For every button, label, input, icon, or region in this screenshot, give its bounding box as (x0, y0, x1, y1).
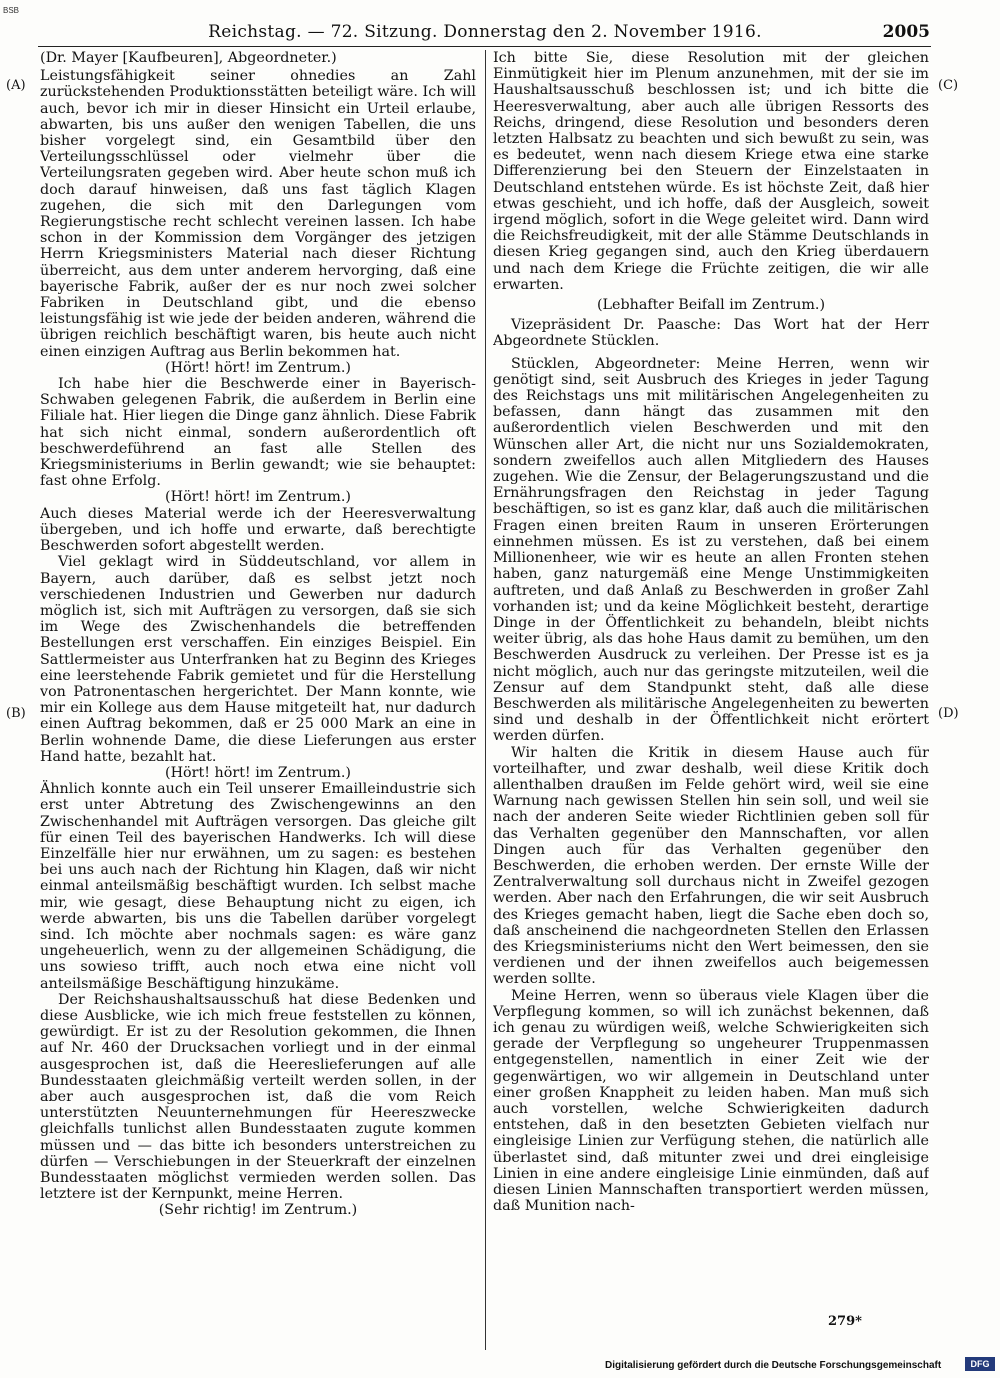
paragraph: Ich habe hier die Beschwerde einer in Bayerisch-Schwaben gelegenen Fabrik, die außerdem in Berlin eine Filiale hat. Hier liegen die Dinge ganz ähnlich. Diese Fabrik hat sich nicht einmal, sondern außerordentlich oft beschwerdeführend an fast alle Stellen des Kriegsministeriums in Berlin gewandt; wie sie behauptet: fast ohne Erfolg. (40, 376, 476, 490)
dfg-logo: DFG (965, 1357, 995, 1371)
paragraph: Viel geklagt wird in Süddeutschland, vor allem in Bayern, auch darüber, daß es selbst jetzt noch verschiedenen Industrien und Gewerben nur dadurch möglich ist, sich mit Aufträgen zu versorgen, daß sie sich im Wege des Zwischenhandels die betreffenden Bestellungen erst verschaffen. Ein einziges Beispiel. Ein Sattlermeister aus Unterfranken hat zu Beginn des Krieges eine leerstehende Fabrik gemietet und für die Herstellung von Patronentaschen hergerichtet. Der Mann konnte, wie mir ein Kollege aus dem Hause mitgeteilt hat, nur dadurch einen Auftrag bekommen, daß er 25 000 Mark an eine in Berlin wohnende Dame, die diese Lieferungen aus erster Hand hatte, bezahlt hat. (40, 554, 476, 765)
margin-marker-d: (D) (938, 706, 959, 721)
paragraph: Leistungsfähigkeit seiner ohnedies an Zahl zurückstehenden Produktionsstätten beteiligt wäre. Ich will auch, bevor ich mir in dieser Hinsicht ein Urteil erlaube, abwarten, bis uns außer den wenigen Tabellen, die uns bisher vorgelegt sind, ein Gesamtbild über den Verteilungsschlüssel oder vielmehr über die Verteilungsraten gegeben wird. Aber heute schon muß ich doch darauf hinweisen, daß uns fast täglich Klagen zugehen, die sich mit den Darlegungen vom Regierungstische recht schlecht vereinen lassen. Ich habe schon in der Kommission dem Vorgänger des jetzigen Herrn Kriegsministers Material nach dieser Richtung überreicht, aus dem unter anderem hervorging, daß eine bayerische Fabrik, außer der es nur noch zwei solcher Fabriken in Deutschland gibt, und die ebenso leistungsfähig ist wie jede der beiden anderen, während die übrigen reichlich beschäftigt waren, bis heute auch nicht einen einzigen Auftrag aus Berlin bekommen hat. (40, 68, 476, 360)
left-column (40, 50, 476, 1350)
right-column (493, 50, 929, 1350)
interjection: (Hört! hört! im Zentrum.) (165, 489, 351, 506)
footer-credit: Digitalisierung gefördert durch die Deutsche Forschungsgemeinschaft (605, 1360, 942, 1371)
paragraph: Meine Herren, wenn so überaus viele Klagen über die Verpflegung kommen, so will ich zunächst bekennen, daß ich genau zu würdigen weiß, welche Schwierigkeiten sich gerade der Verpflegung so ungeheurer Truppenmassen entgegenstellen, namentlich in einer Zeit wie der gegenwärtigen, wo wir allgemein in Deutschland unter einer großen Knappheit zu leiden haben. Man muß sich auch vorstellen, welche Schwierigkeiten dadurch entstehen, daß in den besetzten Gebieten vielfach nur eingleisige Linien zur Verfügung stehen, die natürlich alle überlastet sind, daß mitunter zwei und drei eingleisige Linien in eine andere eingleisige Linie einmünden, daß auf diesen Linien Mannschaften transportiert werden müssen, daß Munition nach- (493, 987, 929, 1215)
interjection: (Lebhafter Beifall im Zentrum.) (596, 297, 826, 314)
interjection: (Hört! hört! im Zentrum.) (165, 359, 351, 376)
paragraph: Der Reichshaushaltsausschuß hat diese Bedenken und diese Ausblicke, wie ich mich freue feststellen zu können, gewürdigt. Er ist zu der Resolution gekommen, die Ihnen auf Nr. 460 der Drucksachen vorliegt und in der einmal ausgesprochen ist, daß die Heereslieferungen auf alle Bundesstaaten gleichmäßig verteilt werden sollen, in der aber auch ausgesprochen ist, daß die vom Reich unterstützten Neuunternehmungen für Heereszwecke gleichfalls tunlichst allen Bundesstaaten zugute kommen müssen und — das bitte ich besonders unterstreichen zu dürfen — Verschiebungen in der Steuerkraft der einzelnen Bundesstaaten möglichst vermieden werden sollen. Das letztere ist der Kernpunkt, meine Herren. (40, 991, 476, 1203)
paragraph: Ähnlich konnte auch ein Teil unserer Emailleindustrie sich erst unter Abtretung des Zwischengewinns an den Zwischenhandel mit Aufträgen versorgen. Das gleiche gilt für einen Teil des bayerischen Handwerks. Ich will diese Einzelfälle hier nur erwähnen, um zu sagen: es bestehen bei uns auch nach der Richtung hin Klagen, daß wir nicht einmal anteilsmäßig beschäftigt wurden. Ich selbst mache mir, wie gesagt, diese Behauptung nicht zu eigen, ich werde abwarten, bis uns die Tabellen darüber vorgelegt sind. Ich möchte aber nochmals sagen: es wäre ganz ungeheuerlich, wenn zu der allgemeinen Schädigung, die uns sowieso trifft, auch noch etwa eine nicht voll anteilsmäßige Beschäftigung hinzukäme. (40, 781, 476, 992)
page-header (40, 22, 930, 44)
paragraph: Stücklen, Abgeordneter: Meine Herren, wenn wir genötigt sind, seit Ausbruch des Krieges in jeder Tagung des Reichstags uns mit militärischen Angelegenheiten zu befassen, dann hängt das zusammen mit den außerordentlich vielen Beschwerden und mit den Wünschen aller Art, die nicht nur uns Sozialdemokraten, sondern zweifellos auch allen Mitgliedern des Hauses zugehen. Wie die Zensur, der Belagerungszustand und die Ernährungsfragen den Reichstag in jeder Tagung beschäftigen, so ist es ganz klar, daß auch die militärischen Fragen einen breiten Raum in unseren Erörterungen einnehmen müssen. Es ist zu verstehen, daß bei einem Millionenheer, wie wir es heute an allen Fronten stehen haben, ganz naturgemäß eine Menge Unstimmigkeiten auftreten, und daß Anlaß zu Beschwerden in großer Zahl vorhanden ist; und da keine Möglichkeit besteht, derartige Dinge in der Öffentlichkeit zu behandeln, bleibt nichts weiter übrig, als das hohe Haus damit zu bemühen, um den Beschwerden Ausdruck zu verleihen. Der Presse ist es ja nicht möglich, auch nur das geringste mitzuteilen, weil die Zensur auf dem Standpunkt steht, daß alle diese Beschwerden als militärische Angelegenheiten zu bewerten sind und deshalb in der Öffentlichkeit nicht erörtert werden dürfen. (493, 355, 929, 745)
header-rule (38, 46, 931, 47)
margin-marker-c: (C) (938, 78, 959, 93)
paragraph: Auch dieses Material werde ich der Heeresverwaltung übergeben, und ich hoffe und erwarte, daß berechtigte Beschwerden sofort abgestellt werden. (40, 505, 476, 555)
column-divider (485, 50, 486, 1350)
paragraph: Wir halten die Kritik in diesem Hause auch für vorteilhafter, und zwar deshalb, weil diese Kritik doch allenthalben draußen im Felde gehört wird, weil sie eine Warnung nach gewissen Stellen hin sein soll, und weil sie nach der anderen Seite wieder Richtlinien geben soll für das Verhalten gegenüber den Mannschaften, vor allen Dingen auch für das Verhalten gegenüber den Beschwerden, die erhoben werden. Der ernste Wille der Zentralverwaltung soll durchaus nicht in Zweifel gezogen werden. Aber nach den Erfahrungen, die wir seit Ausbruch des Krieges gemacht haben, liegt die Sache eben doch so, daß anscheinend die nachgeordneten Stellen den Erlassen des Kriegsministeriums nicht den Wert beimessen, den sie verdienen und der ihnen zweifellos auch beigemessen werden sollte. (493, 744, 929, 988)
library-label: BSB (3, 6, 20, 15)
speaker-line: (Dr. Mayer [Kaufbeuren], Abgeordneter.) (40, 50, 337, 66)
signature-mark: 279* (828, 1314, 862, 1329)
running-title: Reichstag. — 72. Sitzung. Donnerstag den 2. November 1916. (208, 22, 762, 42)
interjection: (Sehr richtig! im Zentrum.) (158, 1202, 358, 1219)
interjection: (Hört! hört! im Zentrum.) (165, 764, 351, 781)
paragraph: Ich bitte Sie, diese Resolution mit der gleichen Einmütigkeit hier im Plenum anzunehmen, mit der sie im Haushaltsausschuß beschlossen ist; und ich bitte die Heeresverwaltung, aber auch alle übrigen Ressorts des Reichs, dringend, diese Resolution und besonders deren letzten Halbsatz zu beachten und sich bewußt zu sein, was es bedeutet, wenn nach diesem Kriege etwa eine starke Differenzierung bei den Steuern der Einzelstaaten in Deutschland entstehen würde. Es ist höchste Zeit, daß hier etwas geschieht, und ich hoffe, daß der Ausgleich, soweit irgend möglich, sofort in die Wege geleitet wird. Dann wird die Reichsfreudigkeit, mit der alle Stämme Deutschlands in diesen Krieg gegangen sind, auch den Krieg überdauern und nach dem Kriege die Früchte zeitigen, die wir alle erwarten. (493, 50, 929, 293)
margin-marker-a: (A) (6, 78, 26, 93)
paragraph: Vizepräsident Dr. Paasche: Das Wort hat der Herr Abgeordnete Stücklen. (493, 317, 929, 350)
margin-marker-b: (B) (6, 706, 26, 721)
page-number: 2005 (882, 22, 930, 42)
